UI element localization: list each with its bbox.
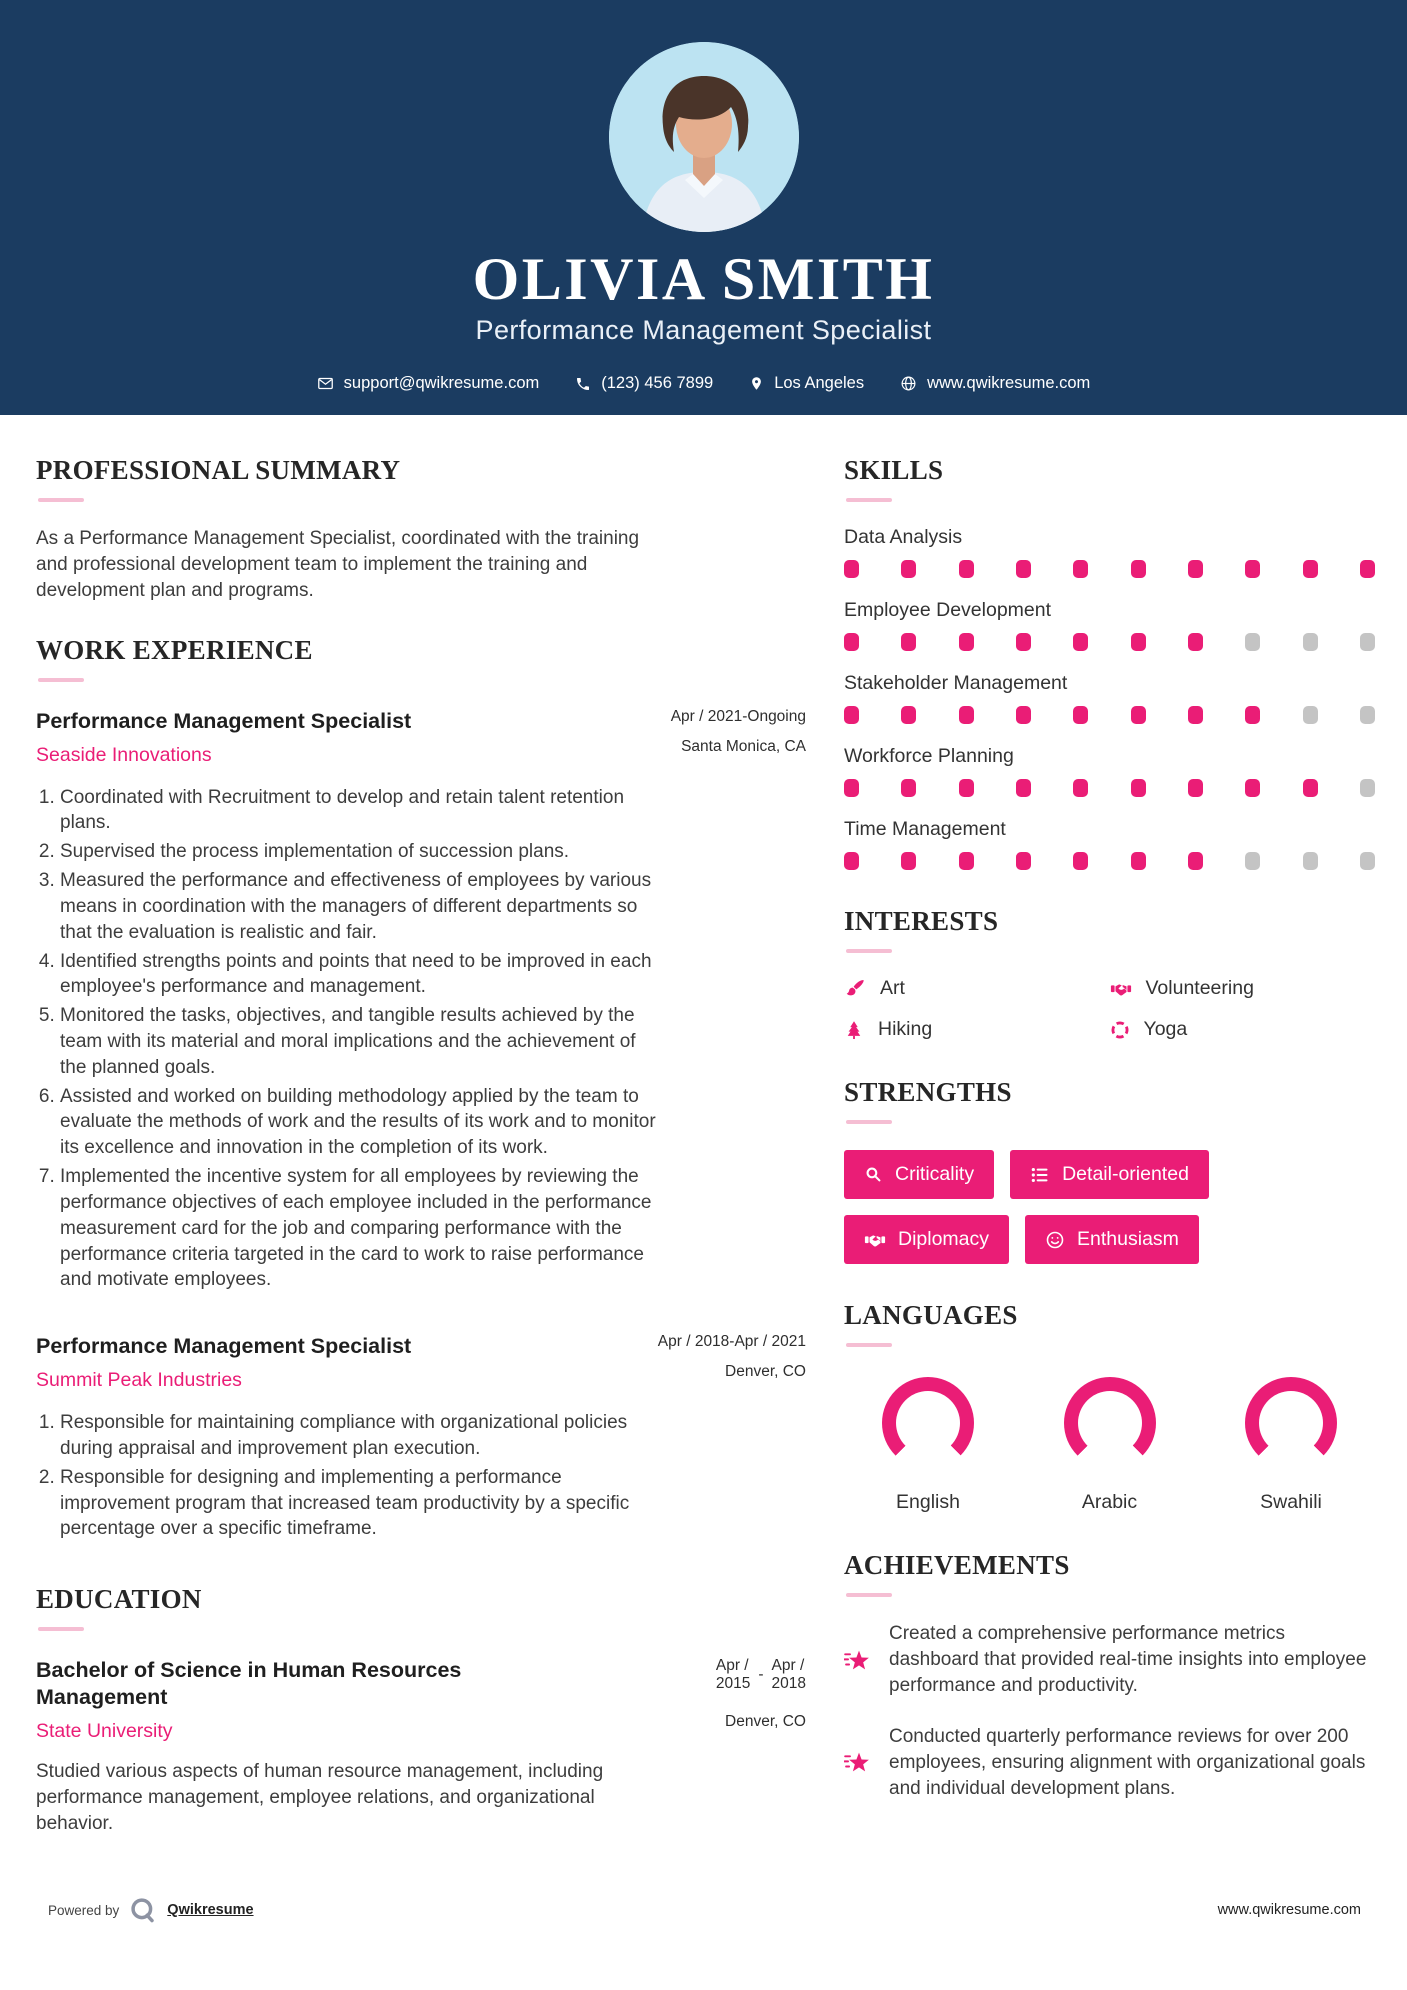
skill-dot bbox=[959, 852, 974, 870]
skill-dot bbox=[844, 852, 859, 870]
strength-tag bbox=[1025, 1215, 1199, 1264]
skill-level-dots bbox=[844, 633, 1375, 651]
skill-dot bbox=[1073, 633, 1088, 651]
skill-dot bbox=[959, 633, 974, 651]
skill-dot bbox=[1016, 779, 1031, 797]
skill-dot bbox=[1360, 560, 1375, 578]
contact-text: support@qwikresume.com bbox=[343, 374, 540, 392]
interest-item bbox=[844, 977, 1110, 1000]
job-bullet-list bbox=[36, 1410, 658, 1542]
education-school: State University bbox=[36, 1720, 173, 1743]
skill-dot bbox=[844, 779, 859, 797]
experience-bullet: 2. Responsible for designing and implementing a performance improvement program that increased team productivity by a specific percentage over a specific timeframe. bbox=[60, 1465, 658, 1542]
achievements-list bbox=[844, 1621, 1375, 1802]
contact-item bbox=[575, 374, 713, 393]
interest-label: Hiking bbox=[878, 1018, 933, 1040]
heading-accent-rule bbox=[38, 1627, 84, 1631]
qwikresume-logo-icon bbox=[129, 1896, 157, 1924]
skill-row bbox=[844, 818, 1375, 870]
skill-row bbox=[844, 672, 1375, 724]
experience-bullet: 6. Assisted and worked on building methodology applied by the team to evaluate the methods of work and the results of its work and to monitor its excellence and innovation in the completion of its work. bbox=[60, 1084, 658, 1161]
skill-dot bbox=[1131, 852, 1146, 870]
education-heading: EDUCATION bbox=[36, 1584, 202, 1615]
email-icon bbox=[317, 375, 334, 392]
professional-summary-text: As a Performance Management Specialist, coordinated with the training and professional development team to implement the training and development plan and programs. bbox=[36, 528, 640, 602]
contact-text: www.qwikresume.com bbox=[927, 374, 1091, 392]
heading-accent-rule bbox=[38, 678, 84, 682]
profile-photo-image bbox=[609, 42, 799, 232]
skills-section bbox=[844, 455, 1375, 870]
experience-bullet: 4. Identified strengths points and points that need to be improved in each employee's performance and management. bbox=[60, 949, 658, 1001]
contact-item[interactable] bbox=[900, 374, 1090, 393]
skill-dot bbox=[1131, 706, 1146, 724]
heading-accent-rule bbox=[846, 1343, 892, 1347]
shooting-star-icon bbox=[844, 1725, 874, 1803]
interests-heading: INTERESTS bbox=[844, 906, 999, 936]
experience-bullet: 7. Implemented the incentive system for all employees by reviewing the performance objectives of each employee included in the performance measurement card for the job and comparing performance with the performance criteria targeted in the card to work to raise performance and motivate employees. bbox=[60, 1164, 658, 1293]
header bbox=[0, 0, 1407, 415]
handshake-icon bbox=[1110, 978, 1132, 1000]
language-ring bbox=[1064, 1377, 1156, 1469]
achievements-heading: ACHIEVEMENTS bbox=[844, 1550, 1070, 1580]
skill-dot bbox=[959, 779, 974, 797]
achievement-item bbox=[844, 1724, 1375, 1803]
profile-photo bbox=[609, 42, 799, 232]
globe-icon bbox=[900, 375, 917, 392]
skill-dot bbox=[1188, 779, 1203, 797]
skill-dot bbox=[1188, 706, 1203, 724]
heading-accent-rule bbox=[38, 498, 84, 502]
education-degree: Bachelor of Science in Human Resources Management bbox=[36, 1658, 462, 1710]
skill-dot bbox=[1131, 779, 1146, 797]
person-name: OLIVIA SMITH bbox=[472, 246, 935, 312]
interest-item bbox=[844, 1018, 1110, 1041]
footer bbox=[48, 1896, 1361, 1924]
skill-name: Data Analysis bbox=[844, 526, 963, 548]
experience-bullet: 5. Monitored the tasks, objectives, and tangible results achieved by the team with its material and moral implications and the achievement of the planned goals. bbox=[60, 1003, 658, 1080]
strength-label: Diplomacy bbox=[898, 1228, 990, 1250]
skill-level-dots bbox=[844, 852, 1375, 870]
pine-tree-icon bbox=[844, 1019, 864, 1041]
contact-row bbox=[0, 374, 1407, 393]
job-company: Seaside Innovations bbox=[36, 743, 212, 766]
skill-dot bbox=[1016, 706, 1031, 724]
professional-summary-heading: PROFESSIONAL SUMMARY bbox=[36, 455, 401, 485]
skill-dot bbox=[1245, 852, 1260, 870]
heading-accent-rule bbox=[846, 1120, 892, 1124]
education-section bbox=[36, 1584, 806, 1837]
strength-tag bbox=[1010, 1150, 1209, 1199]
achievements-section bbox=[844, 1550, 1375, 1802]
heading-accent-rule bbox=[846, 498, 892, 502]
job-dates: Apr / 2018-Apr / 2021 bbox=[657, 1333, 806, 1351]
contact-item[interactable] bbox=[317, 374, 540, 393]
person-title: Performance Management Specialist bbox=[475, 315, 932, 345]
work-experience-heading: WORK EXPERIENCE bbox=[36, 634, 313, 665]
life-ring-icon bbox=[1110, 1020, 1130, 1040]
education-description: Studied various aspects of human resource management, including performance management, employee relations, and organizational behavior. bbox=[36, 1761, 604, 1835]
skill-name: Workforce Planning bbox=[844, 745, 1014, 767]
skill-row bbox=[844, 526, 1375, 578]
strength-label: Enthusiasm bbox=[1077, 1228, 1179, 1250]
achievement-item bbox=[844, 1621, 1375, 1700]
professional-summary-section bbox=[36, 455, 806, 605]
skill-dot bbox=[1303, 560, 1318, 578]
skill-row bbox=[844, 599, 1375, 651]
language-ring bbox=[882, 1377, 974, 1469]
interest-label: Art bbox=[880, 977, 905, 999]
skill-name: Time Management bbox=[844, 818, 1006, 840]
language-label: Swahili bbox=[1260, 1491, 1322, 1513]
interests-list bbox=[844, 977, 1375, 1041]
interest-label: Volunteering bbox=[1145, 977, 1254, 999]
language-label: Arabic bbox=[1081, 1491, 1138, 1513]
job-title: Performance Management Specialist bbox=[36, 1334, 412, 1359]
skill-dot bbox=[1245, 633, 1260, 651]
skill-level-dots bbox=[844, 779, 1375, 797]
skill-dot bbox=[1303, 633, 1318, 651]
interest-item bbox=[1110, 977, 1376, 1000]
languages-heading: LANGUAGES bbox=[844, 1300, 1018, 1330]
interest-item bbox=[1110, 1018, 1376, 1041]
skill-dot bbox=[1131, 633, 1146, 651]
education-date-from-year: 2015 bbox=[715, 1675, 751, 1693]
powered-by bbox=[48, 1896, 254, 1924]
experience-bullet: 2. Supervised the process implementation of succession plans. bbox=[60, 839, 658, 865]
skills-heading: SKILLS bbox=[844, 455, 944, 485]
language-item bbox=[1030, 1377, 1190, 1514]
magnifier-icon bbox=[864, 1165, 883, 1184]
phone-icon bbox=[575, 376, 591, 392]
shooting-star-icon bbox=[844, 1622, 874, 1700]
skill-dot bbox=[1303, 706, 1318, 724]
education-entry bbox=[36, 1657, 806, 1837]
skill-dot bbox=[1016, 633, 1031, 651]
heading-accent-rule bbox=[846, 1593, 892, 1597]
skill-dot bbox=[901, 852, 916, 870]
experience-bullet: 1. Coordinated with Recruitment to develop and retain talent retention plans. bbox=[60, 785, 658, 837]
handshake-icon bbox=[864, 1229, 886, 1251]
strengths-heading: STRENGTHS bbox=[844, 1077, 1012, 1107]
skill-dot bbox=[1360, 779, 1375, 797]
strength-label: Criticality bbox=[895, 1163, 975, 1185]
job-bullet-list bbox=[36, 785, 658, 1294]
skill-dot bbox=[1188, 852, 1203, 870]
resume-body bbox=[0, 415, 1407, 1868]
paintbrush-icon bbox=[844, 978, 866, 1000]
job-location: Denver, CO bbox=[725, 1363, 806, 1381]
right-column bbox=[844, 455, 1375, 1868]
skill-dot bbox=[959, 706, 974, 724]
skill-name: Employee Development bbox=[844, 599, 1052, 621]
skill-dot bbox=[959, 560, 974, 578]
skill-dot bbox=[1073, 706, 1088, 724]
skill-dot bbox=[1073, 560, 1088, 578]
strengths-list bbox=[844, 1150, 1375, 1264]
skill-dot bbox=[1188, 633, 1203, 651]
left-column bbox=[36, 455, 806, 1868]
language-label: English bbox=[896, 1491, 960, 1513]
qwikresume-link[interactable]: Qwikresume bbox=[167, 1902, 254, 1918]
skill-name: Stakeholder Management bbox=[844, 672, 1068, 694]
footer-website-link[interactable]: www.qwikresume.com bbox=[1217, 1902, 1361, 1918]
skill-dot bbox=[844, 560, 859, 578]
skill-dot bbox=[1188, 560, 1203, 578]
skill-dot bbox=[1245, 779, 1260, 797]
contact-item bbox=[749, 374, 864, 393]
powered-by-label: Powered by bbox=[48, 1902, 120, 1918]
heading-accent-rule bbox=[846, 949, 892, 953]
strength-label: Detail-oriented bbox=[1062, 1163, 1189, 1185]
skill-dot bbox=[1245, 560, 1260, 578]
interest-label: Yoga bbox=[1143, 1018, 1188, 1040]
skill-dot bbox=[1073, 779, 1088, 797]
skill-dot bbox=[1073, 852, 1088, 870]
location-icon bbox=[749, 376, 764, 391]
skill-dot bbox=[901, 779, 916, 797]
experience-bullet: 1. Responsible for maintaining compliance with organizational policies during appraisal and improvement plan execution. bbox=[60, 1410, 658, 1462]
list-icon bbox=[1030, 1165, 1050, 1185]
experience-bullet: 3. Measured the performance and effectiveness of employees by various means in coordination with the managers of different departments so that the evaluation is realistic and fair. bbox=[60, 868, 658, 945]
job-entry bbox=[36, 708, 806, 1294]
skill-dot bbox=[1016, 852, 1031, 870]
skill-dot bbox=[1360, 633, 1375, 651]
skill-dot bbox=[1360, 706, 1375, 724]
skill-dot bbox=[901, 560, 916, 578]
education-location: Denver, CO bbox=[725, 1712, 806, 1730]
interests-section bbox=[844, 906, 1375, 1041]
skill-dot bbox=[901, 633, 916, 651]
smiley-icon bbox=[1045, 1230, 1065, 1250]
skill-level-dots bbox=[844, 560, 1375, 578]
skill-dot bbox=[1303, 852, 1318, 870]
skills-list bbox=[844, 526, 1375, 870]
education-date-to-year: 2018 bbox=[771, 1675, 806, 1693]
language-item bbox=[1211, 1377, 1371, 1514]
achievement-text: Conducted quarterly performance reviews for over 200 employees, ensuring alignment with organizational goals and individual development plans. bbox=[889, 1725, 1366, 1800]
skill-dot bbox=[1360, 852, 1375, 870]
skill-dot bbox=[901, 706, 916, 724]
skill-dot bbox=[1245, 706, 1260, 724]
language-ring bbox=[1245, 1377, 1337, 1469]
skill-dot bbox=[844, 706, 859, 724]
job-dates: Apr / 2021-Ongoing bbox=[670, 707, 806, 725]
skill-row bbox=[844, 745, 1375, 797]
skill-dot bbox=[1131, 560, 1146, 578]
strength-tag bbox=[844, 1150, 994, 1199]
education-date-separator: - bbox=[758, 1666, 764, 1684]
job-location: Santa Monica, CA bbox=[681, 737, 806, 755]
strengths-section bbox=[844, 1077, 1375, 1264]
skill-dot bbox=[844, 633, 859, 651]
skill-dot bbox=[1016, 560, 1031, 578]
contact-text: (123) 456 7899 bbox=[601, 374, 714, 392]
job-title: Performance Management Specialist bbox=[36, 708, 412, 733]
languages-list bbox=[844, 1377, 1375, 1514]
job-entry bbox=[36, 1333, 806, 1542]
achievement-text: Created a comprehensive performance metrics dashboard that provided real-time insights into employee performance and productivity. bbox=[889, 1623, 1367, 1697]
work-experience-section bbox=[36, 635, 806, 1543]
language-item bbox=[848, 1377, 1008, 1514]
strength-tag bbox=[844, 1215, 1009, 1264]
languages-section bbox=[844, 1300, 1375, 1514]
education-date-to: Apr / bbox=[771, 1657, 805, 1675]
contact-text: Los Angeles bbox=[774, 374, 865, 392]
skill-dot bbox=[1303, 779, 1318, 797]
education-date-from: Apr / bbox=[715, 1657, 749, 1675]
job-company: Summit Peak Industries bbox=[36, 1369, 242, 1392]
skill-level-dots bbox=[844, 706, 1375, 724]
